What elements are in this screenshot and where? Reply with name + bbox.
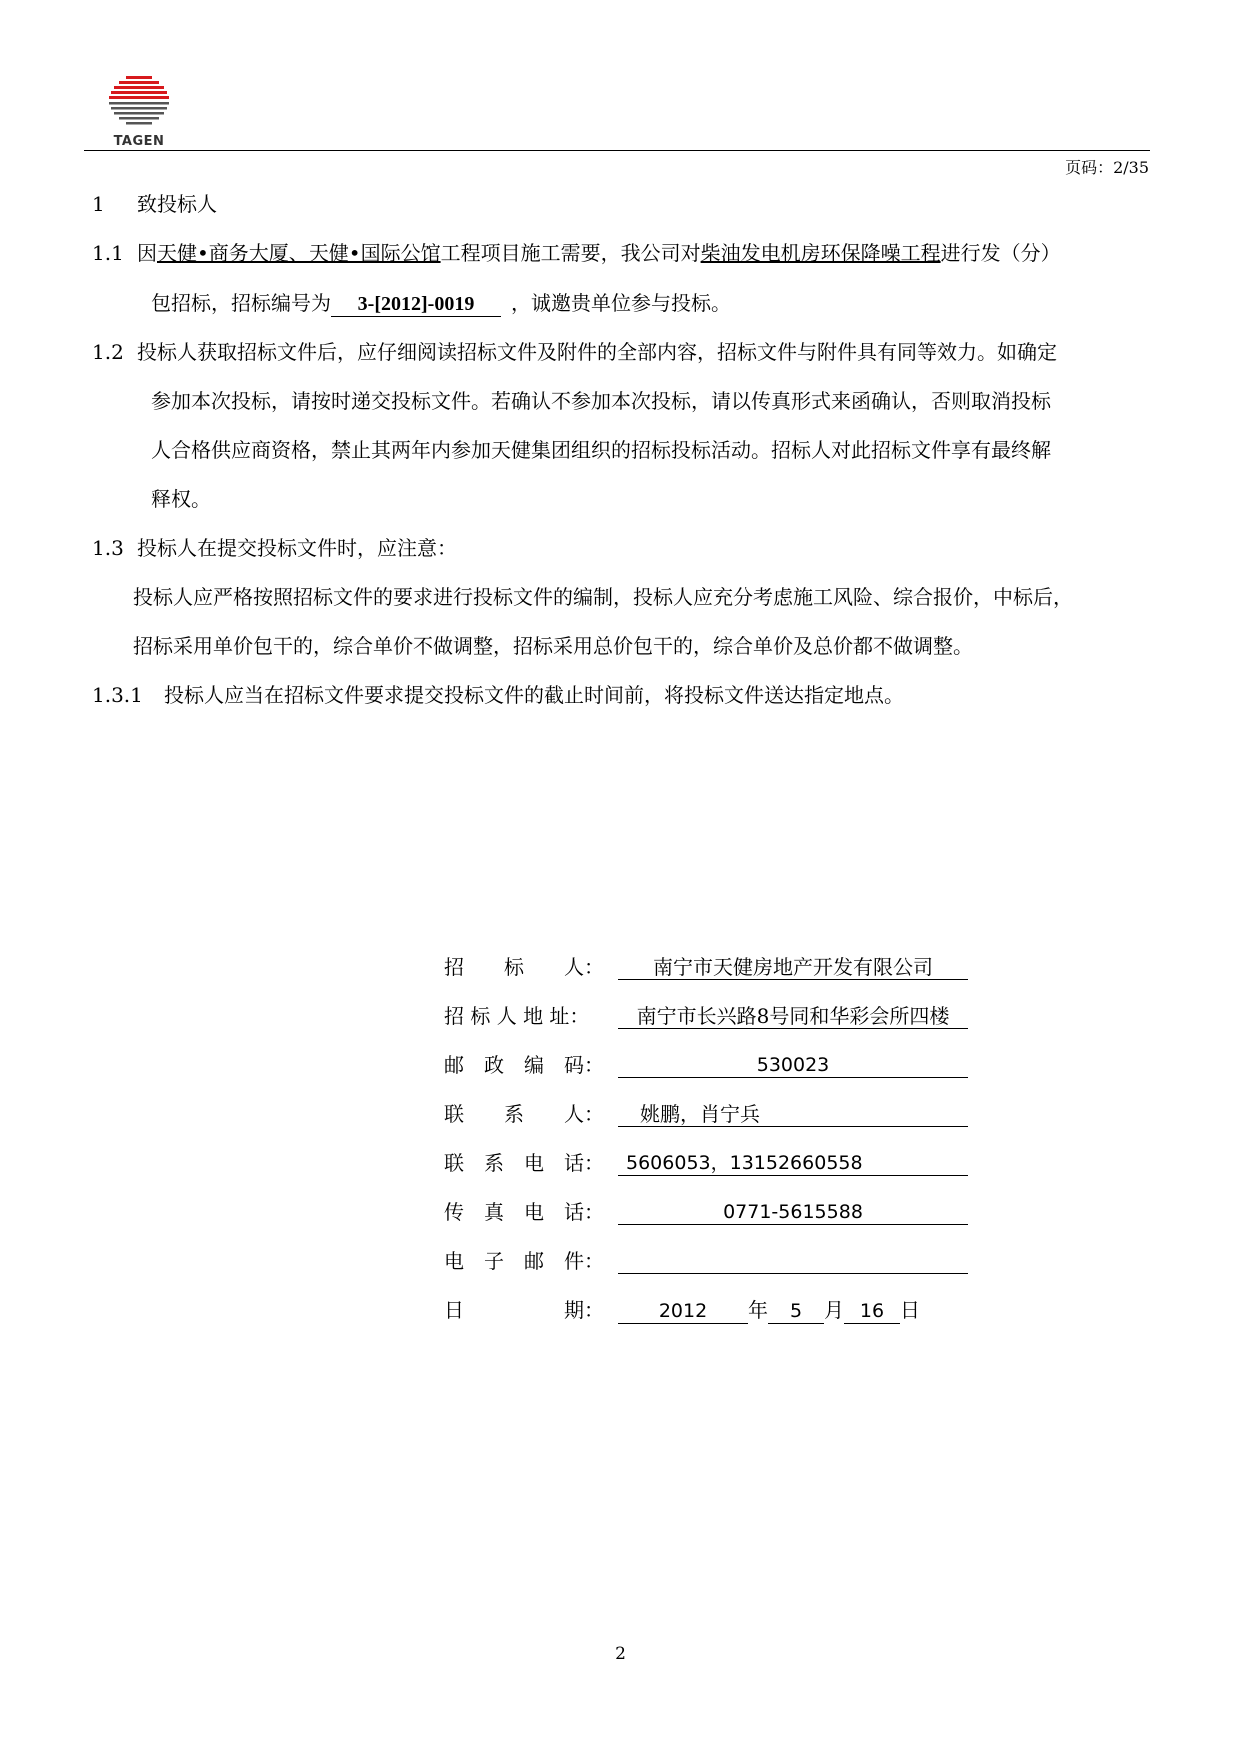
work-name: 柴油发电机房环保降噪工程 — [700, 241, 941, 265]
text: 因 — [137, 241, 157, 265]
phone-label: 联 系 电 话： — [444, 1151, 604, 1175]
day-unit: 日 — [900, 1298, 920, 1322]
bid-number: 3-[2012]-0019 — [331, 292, 501, 317]
project-name: 天健•商务大厦、天健•国际公馆 — [157, 241, 441, 265]
tagen-logo-icon — [108, 74, 170, 132]
phone-value — [618, 1150, 968, 1176]
contact-value — [618, 1101, 968, 1127]
address-row — [444, 1003, 950, 1029]
month-unit: 月 — [824, 1298, 844, 1322]
text: 投标人应当在招标文件要求提交投标文件的截止时间前，将投标文件送达指定地点。 — [164, 683, 904, 707]
postcode-label: 邮 政 编 码： — [444, 1053, 604, 1077]
postcode-text: 530023 — [756, 1054, 830, 1076]
header-divider — [84, 150, 1150, 151]
paragraph-1-3-1 — [92, 682, 904, 708]
email-label: 电 子 邮 件： — [444, 1249, 604, 1273]
date-month: 5 — [768, 1299, 824, 1324]
year-unit: 年 — [748, 1298, 768, 1322]
section-title: 致投标人 — [137, 192, 217, 216]
fax-value — [618, 1199, 968, 1225]
email-row — [444, 1248, 618, 1274]
paragraph-1-2-line2: 参加本次投标，请按时递交投标文件。若确认不参加本次投标，请以传真形式来函确认，否则取消投标 — [151, 389, 1051, 413]
postcode-value — [618, 1052, 968, 1078]
page-code: 页码：2/35 — [1065, 158, 1149, 177]
postcode-row — [444, 1052, 830, 1078]
date-year: 2012 — [618, 1299, 748, 1324]
address-label: 招 标 人 地 址： — [444, 1004, 590, 1028]
address-value — [618, 1003, 968, 1029]
address-text: 南宁市长兴路8号同和华彩会所四楼 — [636, 1004, 950, 1028]
tenderer-value — [618, 954, 968, 980]
tenderer-label: 招 标 人： — [444, 955, 604, 979]
fax-text: 0771-5615588 — [723, 1201, 863, 1223]
text: 包招标，招标编号为 — [151, 291, 331, 315]
date-label: 日 期： — [444, 1298, 604, 1322]
phone-row — [444, 1150, 863, 1176]
paragraph-1-3-title — [92, 535, 457, 561]
tenderer-text: 南宁市天健房地产开发有限公司 — [653, 955, 933, 979]
text: ，诚邀贵单位参与投标。 — [511, 291, 731, 315]
contact-label: 联 系 人： — [444, 1102, 604, 1126]
paragraph-1-2-line1 — [92, 339, 1057, 365]
paragraph-1-2-line3: 人合格供应商资格，禁止其两年内参加天健集团组织的招标投标活动。招标人对此招标文件享有最终解 — [151, 438, 1051, 462]
fax-row — [444, 1199, 863, 1225]
tagen-logo — [108, 74, 170, 150]
fax-label: 传 真 电 话： — [444, 1200, 604, 1224]
date-day: 16 — [844, 1299, 900, 1324]
date-row — [444, 1297, 920, 1324]
section-heading — [92, 191, 217, 217]
paragraph-number: 1.3 — [92, 536, 124, 560]
paragraph-number: 1.2 — [92, 340, 124, 364]
contact-row — [444, 1101, 760, 1127]
phone-text: 5606053，13152660558 — [626, 1152, 863, 1174]
paragraph-number: 1.3.1 — [92, 683, 143, 707]
paragraph-1-1-line2 — [151, 290, 731, 317]
text: 工程项目施工需要，我公司对 — [440, 241, 701, 265]
paragraph-1-1-line1 — [92, 240, 1061, 266]
section-number: 1 — [92, 192, 105, 216]
text: 投标人在提交投标文件时，应注意： — [137, 536, 457, 560]
contact-text: 姚鹏，肖宁兵 — [640, 1102, 760, 1126]
page-number: 2 — [615, 1644, 626, 1664]
tenderer-row — [444, 954, 933, 980]
paragraph-1-3-line1: 投标人应严格按照招标文件的要求进行投标文件的编制，投标人应充分考虑施工风险、综合报价，中标后， — [133, 585, 1073, 609]
paragraph-1-3-line2: 招标采用单价包干的，综合单价不做调整，招标采用总价包干的，综合单价及总价都不做调整。 — [133, 634, 973, 658]
logo-text: TAGEN — [113, 134, 165, 149]
email-value — [618, 1248, 968, 1274]
text: 进行发（分） — [940, 241, 1061, 265]
text: 投标人获取招标文件后，应仔细阅读招标文件及附件的全部内容，招标文件与附件具有同等效力。如确定 — [137, 340, 1057, 364]
paragraph-1-2-line4: 释权。 — [151, 487, 211, 511]
paragraph-number: 1.1 — [92, 241, 124, 265]
